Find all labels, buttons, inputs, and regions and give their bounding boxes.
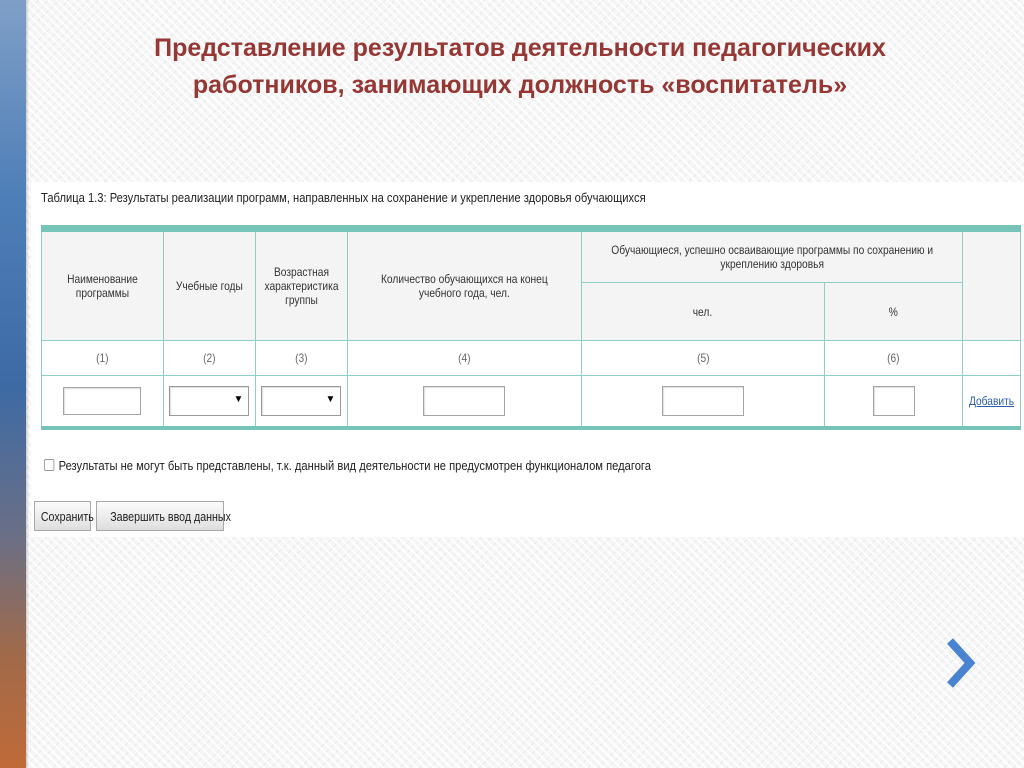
age-characteristic-cell [255,376,347,429]
header-age-characteristic: Возрастная характеристика группы [255,229,347,341]
column-number-2: (2) [163,341,255,376]
slide-title [40,30,1000,104]
school-years-cell [163,376,255,429]
header-people: чел. [581,283,825,341]
slide-left-bar-shadow [26,0,29,768]
header-percent: % [825,283,963,341]
age-characteristic-select[interactable] [261,386,341,416]
column-number-3: (3) [255,341,347,376]
people-count-input[interactable] [662,386,744,416]
program-name-input[interactable] [63,387,141,415]
dropdown-arrow-icon: ▼ [325,394,336,405]
table-caption: Таблица 1.3: Результаты реализации программ, направленных на сохранение и укрепление здоровья обучающихся [41,190,646,205]
add-row-link[interactable]: Добавить [968,394,1015,408]
people-cell [581,376,825,429]
header-successful-students: Обучающиеся, успешно осваивающие программы по сохранению и укреплению здоровья [581,229,962,283]
percent-input[interactable] [873,386,915,416]
column-number-5: (5) [581,341,825,376]
not-applicable-row [44,458,651,473]
header-student-count: Количество обучающихся на конец учебного года, чел. [347,229,581,341]
column-number-empty [962,341,1020,376]
column-number-4: (4) [347,341,581,376]
column-number-1: (1) [42,341,164,376]
chevron-right-icon[interactable] [940,633,980,693]
header-school-years: Учебные годы [163,229,255,341]
not-applicable-checkbox[interactable] [44,459,54,471]
finish-input-button-label: Завершить ввод данных [110,508,231,524]
percent-cell [825,376,963,429]
form-screenshot [31,182,1024,537]
save-button-label: Сохранить [40,508,94,524]
dropdown-arrow-icon: ▼ [233,394,244,405]
add-cell [962,376,1020,429]
column-number-6: (6) [825,341,963,376]
not-applicable-label: Результаты не могут быть представлены, т.к. данный вид деятельности не предусмотрен функционалом педагога [58,458,651,473]
results-table [41,225,1021,430]
student-count-input[interactable] [423,386,505,416]
table-input-row [42,376,1021,429]
column-number-row [42,341,1021,376]
slide-title-line-2: работников, занимающих должность «воспитатель» [192,71,848,99]
slide-title-line-1: Представление результатов деятельности педагогических [154,34,886,62]
program-name-cell [42,376,164,429]
header-program-name: Наименование программы [42,229,164,341]
school-years-select[interactable] [169,386,249,416]
save-button[interactable] [34,501,94,531]
student-count-cell [347,376,581,429]
header-action-column [962,229,1020,341]
finish-input-button[interactable] [96,501,231,531]
slide-left-accent-bar [0,0,26,768]
